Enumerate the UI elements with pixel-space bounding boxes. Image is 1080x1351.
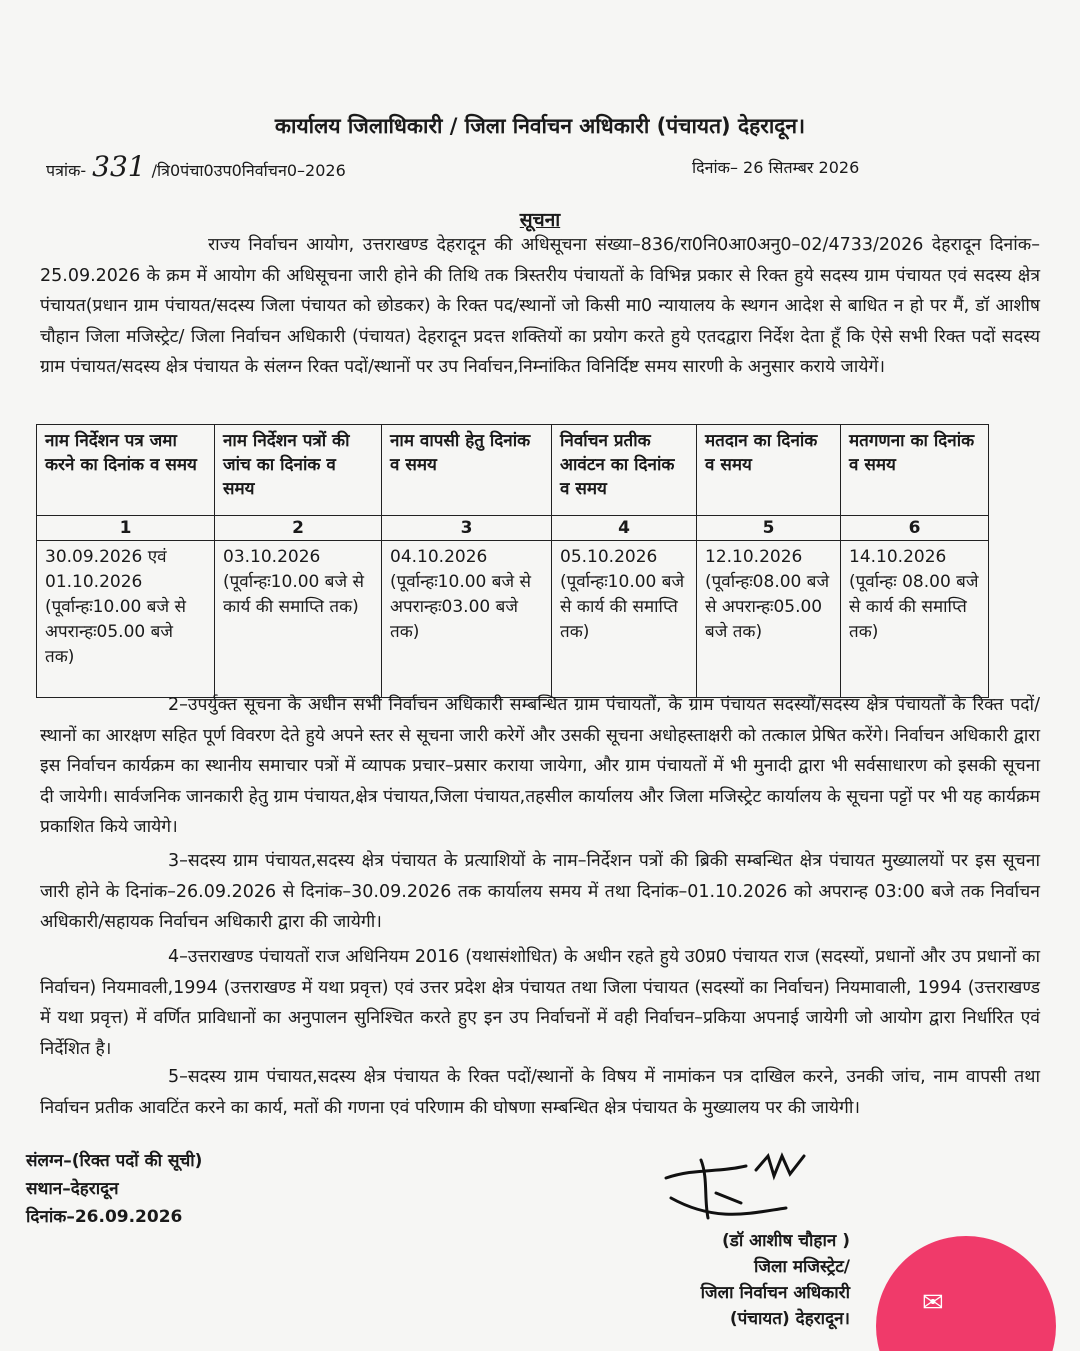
header-scrutiny: नाम निर्देशन पत्रों की जांच का दिनांक व समय (215, 425, 382, 516)
letter-date: दिनांक– 26 सितम्बर 2026 (692, 158, 860, 177)
paragraph-1: राज्य निर्वाचन आयोग, उत्तराखण्ड देहरादून की अधिसूचना संख्या–836/रा0नि0आ0अनु0–02/4733/2026 देहरादून दिनांक–25.09.2026 के क्रम में आयोग की अधिसूचना जारी होने की तिथि तक त्रिस्तरीय पंचायतों के विभिन्न प्रकार से रिक्त हुये सदस्य ग्राम पंचायत एवं सदस्य क्षेत्र पंचायत(प्रधान ग्राम पंचायत/सदस्य जिला पंचायत को छोडकर) के रिक्त पद/स्थानों जो किसी मा0 न्यायालय के स्थगन आदेश से बाधित न हो पर मैं, डॉ आशीष चौहान जिला मजिस्ट्रेट/ जिला निर्वाचन अधिकारी (पंचायत) देहरादून प्रदत्त शक्तियों का प्रयोग करते हुये एतदद्वारा निर्देश देता हूँ कि ऐसे सभी रिक्त पदों सदस्य ग्राम पंचायत/सदस्य क्षेत्र पंचायत के संलग्न रिक्त पदों/स्थानों पर उप निर्वाचन,निम्नांकित विनिर्दिष्ट समय सारणी के अनुसार कराये जायेगें। (40, 235, 1040, 377)
header-counting: मतगणना का दिनांक व समय (841, 425, 989, 516)
signatory-designation-2: जिला निर्वाचन अधिकारी (700, 1283, 850, 1303)
office-title: कार्यालय जिलाधिकारी / जिला निर्वाचन अधिकारी (पंचायत) देहरादून। (274, 114, 806, 138)
letter-reference (46, 150, 346, 183)
handwritten-signature (656, 1148, 836, 1228)
paragraph-4: 4–उत्तराखण्ड पंचायतों राज अधिनियम 2016 (यथासंशोधित) के अधीन रहते हुये उ0प्र0 पंचायत राज (सदस्यों, प्रधानों और उप प्रधानों का निर्वाचन) नियमावली,1994 (उत्तराखण्ड में यथा प्रवृत्त) एवं उत्तर प्रदेश क्षेत्र पंचायत तथा जिला पंचायत (सदस्यों का निर्वाचन) नियमावाली, 1994 (उत्तराखण्ड में यथा प्रवृत्त) में वर्णित प्राविधानों का अनुपालन सुनिश्चित करते हुए इन उप निर्वाचनों में वही निर्वाचन–प्रकिया अपनाई जायेगी जो आयोग द्वारा निर्धारित एवं निर्देशित है। (40, 947, 1040, 1059)
ref-suffix: /त्रि0पंचा0उप0निर्वाचन0–2026 (151, 161, 346, 180)
column-number: 1 (37, 516, 215, 541)
cell-withdrawal: 04.10.2026 (पूर्वान्हः10.00 बजे से अपरान्हः03.00 बजे तक) (382, 541, 552, 698)
cell-polling: 12.10.2026 (पूर्वान्हः08.00 बजे से अपरान्हः05.00 बजे तक) (697, 541, 841, 698)
place-note: सथान–देहरादून (26, 1179, 119, 1199)
header-withdrawal: नाम वापसी हेतु दिनांक व समय (382, 425, 552, 516)
column-number: 2 (215, 516, 382, 541)
column-number: 4 (552, 516, 697, 541)
notice-heading: सूचना (519, 209, 561, 231)
table-number-row (37, 516, 989, 541)
paragraph-5: 5–सदस्य ग्राम पंचायत,सदस्य क्षेत्र पंचायत के रिक्त पदों/स्थानों के विषय में नामांकन पत्र दाखिल करने, उनकी जांच, नाम वापसी तथा निर्वाचन प्रतीक आवटिंत करने का कार्य, मतों की गणना एवं परिणाम की घोषणा सम्बन्धित क्षेत्र पंचायत के मुख्यालय पर की जायेगी। (40, 1067, 1040, 1118)
paragraph-3: 3–सदस्य ग्राम पंचायत,सदस्य क्षेत्र पंचायत के प्रत्याशियों के नाम–निर्देशन पत्रों की ब्रिकी सम्बन्धित क्षेत्र पंचायत मुख्यालयों पर इस सूचना जारी होने के दिनांक–26.09.2026 से दिनांक–30.09.2026 तक कार्यालय समय में तथा दिनांक–01.10.2026 को अपरान्ह 03:00 बजे तक निर्वाचन अधिकारी/सहायक निर्वाचन अधिकारी द्वारा की जायेगी। (40, 851, 1040, 932)
header-symbol-allotment: निर्वाचन प्रतीक आवंटन का दिनांक व समय (552, 425, 697, 516)
footer-date: दिनांक–26.09.2026 (26, 1207, 183, 1227)
cell-scrutiny: 03.10.2026 (पूर्वान्हः10.00 बजे से कार्य की समाप्ति तक) (215, 541, 382, 698)
header-nomination: नाम निर्देशन पत्र जमा करने का दिनांक व समय (37, 425, 215, 516)
column-number: 5 (697, 516, 841, 541)
column-number: 3 (382, 516, 552, 541)
election-schedule-table (36, 424, 989, 698)
table-row (37, 541, 989, 698)
cell-nomination: 30.09.2026 एवं 01.10.2026 (पूर्वान्हः10.00 बजे से अपरान्हः05.00 बजे तक) (37, 541, 215, 698)
message-icon: ✉ (922, 1288, 944, 1318)
header-polling: मतदान का दिनांक व समय (697, 425, 841, 516)
signatory-designation-1: जिला मजिस्ट्रेट/ (753, 1257, 850, 1277)
table-header-row (37, 425, 989, 516)
enclosure-note: संलग्न–(रिक्त पदों की सूची) (26, 1151, 203, 1171)
ref-number-handwritten: 331 (92, 150, 146, 183)
column-number: 6 (841, 516, 989, 541)
ref-label: पत्रांक- (46, 161, 87, 180)
cell-symbol-allotment: 05.10.2026 (पूर्वान्हः10.00 बजे से कार्य की समाप्ति तक) (552, 541, 697, 698)
signatory-block (650, 1228, 850, 1332)
paragraph-2: 2–उपर्युक्त सूचना के अधीन सभी निर्वाचन अधिकारी सम्बन्धित ग्राम पंचायतों, के ग्राम पंचायत सदस्यों/सदस्य क्षेत्र पंचायतों के रिक्त पदों/स्थानों का आरक्षण सहित पूर्ण विवरण देते हुये अपने स्तर से सूचना जारी करेगें और उसकी सूचना अधोहस्ताक्षरी को तत्काल प्रेषित करेंगे। निर्वाचन अधिकारी द्वारा इस निर्वाचन कार्यक्रम का स्थानीय समाचार पत्रों में व्यापक प्रचार–प्रसार कराया जायेगा, और ग्राम पंचायतों में भी मुनादी द्वारा भी सर्वसाधारण को इसकी सूचना दी जायेगी। सार्वजनिक जानकारी हेतु ग्राम पंचायत,क्षेत्र पंचायत,जिला पंचायत,तहसील कार्यालय और जिला मजिस्ट्रेट कार्यालय के सूचना पट्टों पर भी यह कार्यक्रम प्रकाशित किये जायेगे। (40, 695, 1040, 837)
cell-counting: 14.10.2026 (पूर्वान्हः 08.00 बजे से कार्य की समाप्ति तक) (841, 541, 989, 698)
signatory-designation-3: (पंचायत) देहरादून। (729, 1309, 850, 1329)
corner-app-badge[interactable] (876, 1236, 1056, 1351)
signatory-name: (डॉ आशीष चौहान ) (721, 1231, 850, 1251)
